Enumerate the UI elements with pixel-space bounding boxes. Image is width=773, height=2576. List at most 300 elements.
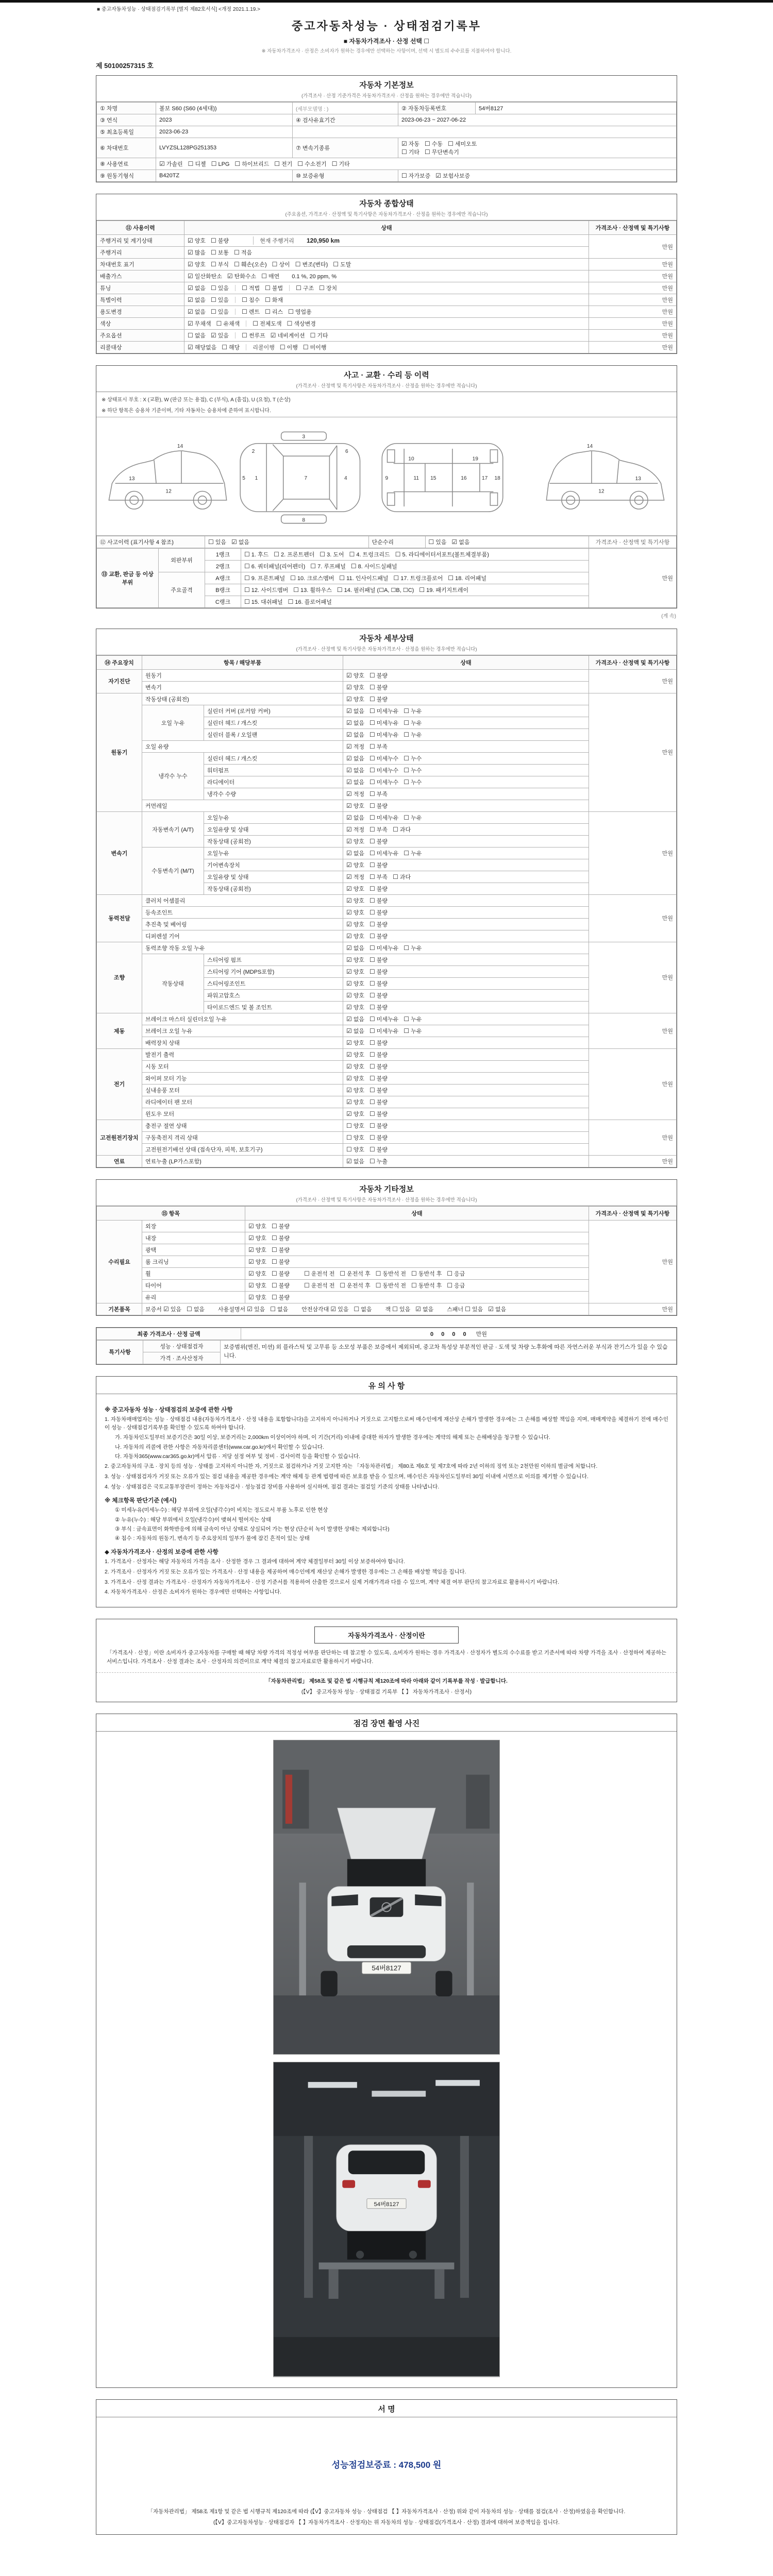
checkbox-option[interactable]: ☐ 7. 루프패널 [310, 562, 346, 570]
checkbox-option[interactable]: ☑ 양호 [248, 1258, 267, 1265]
checkbox-option[interactable]: ☑ 탄화수소 [227, 273, 257, 280]
checkbox-option[interactable]: ☐ 불량 [272, 1246, 290, 1253]
checkbox-icon[interactable]: ☐ [369, 1074, 375, 1082]
checkbox-option[interactable]: ☐ 불량 [369, 885, 388, 892]
checkbox-option[interactable]: ☑ 있음 [247, 1305, 265, 1313]
checkbox-icon[interactable]: ☐ [369, 861, 375, 869]
checkbox-icon[interactable]: ☐ [369, 968, 375, 975]
checkbox-icon[interactable]: ☐ [404, 1027, 410, 1035]
checkbox-option[interactable]: ☐ 있음 [428, 538, 447, 546]
checkbox-icon[interactable]: ☐ [303, 344, 309, 351]
checkbox-option[interactable]: ☑ 보험사보증 [435, 172, 470, 179]
checkbox-icon[interactable]: ☑ [188, 261, 193, 268]
checkbox-icon[interactable]: ☐ [320, 550, 326, 558]
checkbox-option[interactable]: ☑ 양호 [346, 1098, 365, 1106]
checkbox-option[interactable]: ☐ 훼손(오손) [234, 261, 267, 268]
checkbox-icon[interactable]: ☐ [242, 284, 247, 292]
checkbox-icon[interactable]: ☑ [346, 908, 352, 916]
checkbox-option[interactable]: ☐ 화재 [265, 296, 283, 303]
checkbox-icon[interactable]: ☐ [242, 308, 247, 315]
checkbox-icon[interactable]: ☐ [293, 586, 299, 594]
checkbox-option[interactable]: ☐ 누유 [404, 814, 422, 821]
checkbox-option[interactable]: ☑ 양호 [346, 979, 365, 987]
checkbox-option[interactable]: ☑ 양호 [346, 1039, 365, 1046]
checkbox-option[interactable]: ☐ 불량 [369, 1122, 388, 1129]
checkbox-icon[interactable]: ☑ [188, 284, 193, 292]
checkbox-icon[interactable]: ☐ [304, 1281, 310, 1289]
checkbox-option[interactable]: ☐ 불량 [369, 1145, 388, 1153]
checkbox-icon[interactable]: ☐ [369, 873, 375, 880]
checkbox-option[interactable]: ☐ 불량 [369, 837, 388, 845]
checkbox-icon[interactable]: ☑ [346, 683, 352, 691]
checkbox-icon[interactable]: ☐ [404, 766, 410, 774]
checkbox-icon[interactable]: ☐ [346, 1122, 352, 1129]
checkbox-option[interactable]: ☐ 16. 플로어패널 [288, 598, 332, 605]
checkbox-option[interactable]: ☐ 보통 [211, 249, 229, 256]
checkbox-icon[interactable]: ☑ [188, 320, 193, 327]
checkbox-option[interactable]: ☐ 디젤 [188, 160, 206, 167]
checkbox-option[interactable]: ☑ 없음 [488, 1305, 507, 1313]
checkbox-option[interactable]: ☑ 양호 [346, 695, 365, 703]
checkbox-icon[interactable]: ☐ [369, 802, 375, 809]
checkbox-option[interactable]: ☐ 불량 [272, 1281, 290, 1289]
checkbox-option[interactable]: ☐ 불량 [369, 979, 388, 987]
checkbox-option[interactable]: ☑ 없음 [346, 766, 365, 774]
checkbox-option[interactable]: ☐ 이행 [279, 344, 298, 351]
checkbox-icon[interactable]: ☐ [369, 1145, 375, 1153]
checkbox-icon[interactable]: ☑ [248, 1293, 254, 1301]
checkbox-icon[interactable]: ☑ [346, 731, 352, 738]
checkbox-option[interactable]: ☐ 부족 [369, 742, 388, 750]
checkbox-option[interactable]: ☑ 양호 [346, 920, 365, 928]
checkbox-option[interactable]: ☑ 없음 [346, 1157, 365, 1165]
checkbox-icon[interactable]: ☑ [211, 332, 216, 339]
checkbox-option[interactable]: ☑ 없음 [346, 1015, 365, 1023]
checkbox-icon[interactable]: ☐ [404, 707, 410, 715]
checkbox-icon[interactable]: ☑ [346, 1110, 352, 1117]
checkbox-option[interactable]: ☐ 10. 크로스멤버 [290, 574, 334, 582]
checkbox-icon[interactable]: ☑ [346, 825, 352, 833]
checkbox-option[interactable]: ☑ 양호 [346, 683, 365, 691]
checkbox-option[interactable]: ☑ 일산화탄소 [188, 273, 222, 280]
checkbox-option[interactable]: ☐ 불량 [211, 237, 229, 244]
checkbox-option[interactable]: ☐ 리스 [265, 308, 283, 315]
checkbox-icon[interactable]: ☑ [227, 273, 233, 280]
checkbox-icon[interactable]: ☐ [319, 284, 325, 292]
checkbox-icon[interactable]: ☑ [346, 920, 352, 928]
checkbox-icon[interactable]: ☐ [369, 932, 375, 940]
checkbox-icon[interactable]: ☑ [188, 249, 193, 256]
checkbox-option[interactable]: ☐ 불량 [272, 1258, 290, 1265]
checkbox-option[interactable]: ☐ 미세누유 [369, 1015, 399, 1023]
checkbox-option[interactable]: ☑ 양호 [346, 908, 365, 916]
checkbox-icon[interactable]: ☑ [346, 1062, 352, 1070]
checkbox-option[interactable]: ☐ 4. 트렁크리드 [349, 550, 390, 558]
checkbox-icon[interactable]: ☑ [346, 885, 352, 892]
checkbox-icon[interactable]: ☐ [369, 671, 375, 679]
checkbox-icon[interactable]: ☐ [242, 296, 247, 303]
checkbox-option[interactable]: ☐ 수소전기 [297, 160, 327, 167]
checkbox-icon[interactable]: ☐ [369, 956, 375, 963]
checkbox-icon[interactable]: ☐ [369, 1062, 375, 1070]
checkbox-icon[interactable]: ☐ [369, 1003, 375, 1011]
checkbox-icon[interactable]: ☑ [346, 1015, 352, 1023]
checkbox-option[interactable]: ☐ 운전석 후 [340, 1269, 371, 1277]
checkbox-option[interactable]: ☐ 불량 [369, 1039, 388, 1046]
checkbox-option[interactable]: ☐ 누유 [404, 944, 422, 952]
checkbox-option[interactable]: ☑ 양호 [346, 1003, 365, 1011]
checkbox-option[interactable]: ☐ 없음 [188, 332, 206, 339]
checkbox-icon[interactable]: ☑ [346, 849, 352, 857]
checkbox-option[interactable]: ☐ 미세누유 [369, 944, 399, 952]
checkbox-icon[interactable]: ☐ [401, 172, 407, 179]
checkbox-icon[interactable]: ☑ [401, 140, 407, 147]
checkbox-icon[interactable]: ☐ [295, 261, 301, 268]
checkbox-icon[interactable]: ☑ [346, 719, 352, 726]
checkbox-icon[interactable]: ☐ [369, 1122, 375, 1129]
checkbox-option[interactable]: ☑ 양호 [248, 1234, 267, 1242]
checkbox-option[interactable]: ☑ 양호 [248, 1246, 267, 1253]
checkbox-option[interactable]: ☐ 누수 [404, 778, 422, 786]
checkbox-option[interactable]: ☑ 양호 [248, 1293, 267, 1301]
checkbox-option[interactable]: ☑ 없음 [346, 754, 365, 762]
checkbox-icon[interactable]: ☑ [270, 332, 276, 339]
checkbox-option[interactable]: ☐ 미세누유 [369, 849, 399, 857]
checkbox-icon[interactable]: ☐ [369, 790, 375, 798]
checkbox-option[interactable]: ☐ 도말 [333, 261, 351, 268]
checkbox-icon[interactable]: ☐ [465, 1305, 470, 1313]
checkbox-icon[interactable]: ☐ [208, 538, 214, 546]
checkbox-option[interactable]: ☑ 적정 [346, 873, 365, 880]
checkbox-icon[interactable]: ☑ [346, 944, 352, 952]
checkbox-icon[interactable]: ☐ [272, 1258, 277, 1265]
checkbox-option[interactable]: ☑ 없음 [188, 284, 206, 292]
checkbox-option[interactable]: ☐ 불량 [369, 1098, 388, 1106]
checkbox-option[interactable]: ☐ 썬루프 [242, 332, 265, 339]
checkbox-option[interactable]: ☑ 양호 [346, 1050, 365, 1058]
checkbox-option[interactable]: ☑ 양호 [248, 1222, 267, 1230]
checkbox-option[interactable]: ☐ 8. 사이드실패널 [350, 562, 397, 570]
checkbox-option[interactable]: ☐ LPG [211, 160, 230, 167]
checkbox-icon[interactable]: ☐ [369, 1157, 375, 1165]
checkbox-icon[interactable]: ☐ [369, 742, 375, 750]
checkbox-option[interactable]: ☑ 없음 [346, 944, 365, 952]
checkbox-icon[interactable]: ☑ [247, 1305, 253, 1313]
checkbox-option[interactable]: ☑ 없음 [346, 731, 365, 738]
checkbox-icon[interactable]: ☑ [188, 344, 193, 351]
checkbox-option[interactable]: ☐ 불량 [369, 956, 388, 963]
checkbox-icon[interactable]: ☐ [401, 148, 407, 156]
checkbox-option[interactable]: ☐ 누수 [404, 754, 422, 762]
checkbox-option[interactable]: ☑ 없음 [231, 538, 250, 546]
checkbox-option[interactable]: ☐ 15. 대쉬패널 [244, 598, 283, 605]
checkbox-option[interactable]: ☐ 하이브리드 [234, 160, 270, 167]
checkbox-icon[interactable]: ☐ [369, 1098, 375, 1106]
checkbox-icon[interactable]: ☐ [404, 731, 410, 738]
checkbox-icon[interactable]: ☐ [211, 308, 216, 315]
checkbox-option[interactable]: ☑ 양호 [346, 896, 365, 904]
checkbox-option[interactable]: ☐ 부족 [369, 825, 388, 833]
checkbox-option[interactable]: ☐ 누유 [404, 731, 422, 738]
checkbox-icon[interactable]: ☑ [346, 790, 352, 798]
checkbox-icon[interactable]: ☑ [451, 538, 458, 546]
checkbox-icon[interactable]: ☐ [234, 249, 240, 256]
checkbox-option[interactable]: ☑ 있음 [163, 1305, 181, 1313]
checkbox-option[interactable]: ☐ 미세누유 [369, 814, 399, 821]
checkbox-icon[interactable]: ☐ [304, 1269, 310, 1277]
checkbox-icon[interactable]: ☑ [330, 1305, 337, 1313]
checkbox-icon[interactable]: ☐ [375, 1281, 381, 1289]
checkbox-option[interactable]: ☐ 과다 [393, 873, 411, 880]
checkbox-option[interactable]: ☐ 적법 [242, 284, 260, 292]
checkbox-icon[interactable]: ☐ [447, 1281, 453, 1289]
checkbox-icon[interactable]: ☐ [369, 778, 375, 786]
checkbox-icon[interactable]: ☑ [346, 932, 352, 940]
checkbox-icon[interactable]: ☑ [488, 1305, 494, 1313]
checkbox-icon[interactable]: ☐ [274, 550, 280, 558]
checkbox-option[interactable]: ☐ 응급 [447, 1281, 465, 1289]
checkbox-option[interactable]: ☑ 많음 [188, 249, 206, 256]
checkbox-option[interactable]: ☑ 있음 [211, 332, 229, 339]
checkbox-option[interactable]: ☐ 불량 [369, 695, 388, 703]
checkbox-icon[interactable]: ☑ [346, 1157, 352, 1165]
checkbox-option[interactable]: ☑ 없음 [451, 538, 470, 546]
checkbox-icon[interactable]: ☑ [248, 1269, 254, 1277]
checkbox-icon[interactable]: ☐ [369, 920, 375, 928]
checkbox-option[interactable]: ☐ 불량 [369, 908, 388, 916]
checkbox-icon[interactable]: ☐ [211, 296, 216, 303]
checkbox-option[interactable]: ☐ 있음 [208, 538, 227, 546]
checkbox-icon[interactable]: ☑ [163, 1305, 169, 1313]
checkbox-option[interactable]: ☐ 무단변속기 [425, 148, 459, 156]
checkbox-option[interactable]: ☑ 적정 [346, 742, 365, 750]
checkbox-icon[interactable]: ☑ [248, 1258, 254, 1265]
checkbox-option[interactable]: ☐ 누유 [404, 849, 422, 857]
checkbox-option[interactable]: ☐ 색상변경 [287, 320, 316, 327]
checkbox-option[interactable]: ☐ 없음 [270, 1305, 289, 1313]
checkbox-icon[interactable]: ☑ [248, 1234, 254, 1242]
checkbox-icon[interactable]: ☐ [369, 849, 375, 857]
checkbox-option[interactable]: ☐ 양호 [346, 1122, 365, 1129]
checkbox-option[interactable]: ☐ 5. 라디에이터서포트(볼트체결부품) [395, 550, 489, 558]
checkbox-option[interactable]: ☐ 미세누수 [369, 766, 399, 774]
checkbox-icon[interactable]: ☐ [244, 562, 250, 570]
checkbox-option[interactable]: ☐ 부식 [211, 261, 229, 268]
checkbox-option[interactable]: ☑ 양호 [346, 861, 365, 869]
checkbox-option[interactable]: ☐ 불량 [369, 802, 388, 809]
checkbox-icon[interactable]: ☐ [234, 261, 240, 268]
checkbox-icon[interactable]: ☐ [369, 707, 375, 715]
checkbox-option[interactable]: ☐ 있음 [211, 284, 229, 292]
checkbox-option[interactable]: ☑ 해당없음 [188, 344, 217, 351]
checkbox-icon[interactable]: ☐ [447, 1269, 453, 1277]
checkbox-option[interactable]: ☐ 운전석 전 [304, 1281, 335, 1289]
checkbox-option[interactable]: ☑ 양호 [188, 237, 206, 244]
checkbox-icon[interactable]: ☑ [346, 991, 352, 999]
checkbox-option[interactable]: ☐ 미세누수 [369, 754, 399, 762]
checkbox-icon[interactable]: ☐ [428, 538, 434, 546]
checkbox-icon[interactable]: ☐ [272, 1246, 277, 1253]
checkbox-option[interactable]: ☐ 있음 [465, 1305, 483, 1313]
checkbox-icon[interactable]: ☑ [346, 742, 352, 750]
signature-area[interactable] [96, 2417, 677, 2505]
checkbox-icon[interactable]: ☑ [346, 695, 352, 703]
checkbox-option[interactable]: ☐ 누유 [404, 1027, 422, 1035]
checkbox-icon[interactable]: ☐ [186, 1305, 192, 1313]
checkbox-icon[interactable]: ☐ [340, 1281, 346, 1289]
checkbox-icon[interactable]: ☐ [265, 308, 271, 315]
checkbox-option[interactable]: ☐ 있음 [211, 296, 229, 303]
checkbox-icon[interactable]: ☐ [211, 261, 216, 268]
checkbox-icon[interactable]: ☐ [337, 586, 343, 594]
checkbox-option[interactable]: ☐ 불량 [369, 1074, 388, 1082]
checkbox-option[interactable]: ☐ 19. 패키지트레이 [419, 586, 469, 594]
checkbox-option[interactable]: ☐ 1. 후드 [244, 550, 269, 558]
checkbox-icon[interactable]: ☐ [272, 1281, 277, 1289]
checkbox-icon[interactable]: ☐ [404, 754, 410, 762]
checkbox-option[interactable]: ☐ 렌트 [242, 308, 260, 315]
checkbox-option[interactable]: ☑ 양호 [188, 261, 206, 268]
checkbox-icon[interactable]: ☑ [346, 896, 352, 904]
checkbox-option[interactable]: ☑ 적정 [346, 790, 365, 798]
checkbox-icon[interactable]: ☐ [297, 160, 304, 167]
checkbox-icon[interactable]: ☐ [261, 273, 267, 280]
checkbox-option[interactable]: ☐ 불량 [369, 1086, 388, 1094]
checkbox-option[interactable]: ☐ 불량 [369, 920, 388, 928]
checkbox-option[interactable]: ☑ 없음 [188, 296, 206, 303]
checkbox-option[interactable]: ☐ 기타 [310, 332, 328, 339]
checkbox-icon[interactable]: ☐ [404, 1015, 410, 1023]
checkbox-icon[interactable]: ☐ [265, 284, 271, 292]
checkbox-icon[interactable]: ☐ [272, 1269, 277, 1277]
checkbox-icon[interactable]: ☐ [339, 574, 345, 582]
checkbox-icon[interactable]: ☐ [404, 944, 410, 952]
checkbox-icon[interactable]: ☐ [188, 160, 194, 167]
checkbox-option[interactable]: ☑ 양호 [346, 968, 365, 975]
checkbox-option[interactable]: ☐ 미이행 [303, 344, 327, 351]
checkbox-option[interactable]: ☐ 동반석 전 [375, 1269, 407, 1277]
checkbox-option[interactable]: ☐ 불법 [265, 284, 283, 292]
checkbox-icon[interactable]: ☐ [369, 814, 375, 821]
checkbox-icon[interactable]: ☑ [435, 172, 442, 179]
checkbox-icon[interactable]: ☑ [346, 956, 352, 963]
checkbox-icon[interactable]: ☐ [244, 586, 250, 594]
checkbox-icon[interactable]: ☐ [369, 991, 375, 999]
checkbox-option[interactable]: ☐ 영업용 [288, 308, 312, 315]
checkbox-icon[interactable]: ☐ [253, 320, 259, 327]
checkbox-icon[interactable]: ☐ [265, 296, 271, 303]
checkbox-icon[interactable]: ☑ [248, 1281, 254, 1289]
checkbox-icon[interactable]: ☑ [159, 160, 165, 167]
checkbox-icon[interactable]: ☐ [216, 320, 222, 327]
checkbox-icon[interactable]: ☐ [369, 683, 375, 691]
checkbox-icon[interactable]: ☐ [346, 1133, 352, 1141]
checkbox-icon[interactable]: ☐ [222, 344, 228, 351]
checkbox-option[interactable]: ☑ 양호 [346, 1086, 365, 1094]
checkbox-option[interactable]: ☐ 불량 [369, 991, 388, 999]
checkbox-icon[interactable]: ☑ [346, 861, 352, 869]
checkbox-icon[interactable]: ☑ [346, 754, 352, 762]
checkbox-icon[interactable]: ☐ [369, 944, 375, 952]
checkbox-option[interactable]: ☐ 미세누유 [369, 719, 399, 726]
checkbox-icon[interactable]: ☐ [274, 160, 280, 167]
checkbox-icon[interactable]: ☐ [369, 908, 375, 916]
checkbox-option[interactable]: ☐ 양호 [346, 1145, 365, 1153]
checkbox-icon[interactable]: ☐ [354, 1305, 360, 1313]
checkbox-icon[interactable]: ☑ [346, 1003, 352, 1011]
checkbox-icon[interactable]: ☐ [404, 814, 410, 821]
checkbox-icon[interactable]: ☐ [288, 308, 294, 315]
checkbox-icon[interactable]: ☑ [346, 778, 352, 786]
checkbox-option[interactable]: ☐ 기타 [401, 148, 420, 156]
checkbox-option[interactable]: ☐ 불량 [369, 896, 388, 904]
checkbox-option[interactable]: ☐ 전기 [274, 160, 293, 167]
checkbox-option[interactable]: ☐ 불량 [272, 1222, 290, 1230]
checkbox-icon[interactable]: ☑ [346, 837, 352, 845]
checkbox-option[interactable]: ☐ 구조 [296, 284, 314, 292]
checkbox-option[interactable]: ☑ 가솔린 [159, 160, 183, 167]
checkbox-option[interactable]: ☑ 없음 [346, 707, 365, 715]
checkbox-option[interactable]: ☐ 부족 [369, 873, 388, 880]
checkbox-icon[interactable]: ☑ [248, 1246, 254, 1253]
checkbox-icon[interactable]: ☐ [393, 574, 399, 582]
checkbox-icon[interactable]: ☐ [369, 1027, 375, 1035]
checkbox-icon[interactable]: ☐ [419, 586, 425, 594]
checkbox-option[interactable]: ☑ 네비게이션 [270, 332, 305, 339]
checkbox-option[interactable]: ☐ 3. 도어 [320, 550, 344, 558]
checkbox-option[interactable]: ☐ 불량 [369, 1110, 388, 1117]
checkbox-icon[interactable]: ☐ [369, 719, 375, 726]
checkbox-option[interactable]: ☑ 없음 [346, 1027, 365, 1035]
checkbox-icon[interactable]: ☐ [369, 825, 375, 833]
checkbox-option[interactable]: ☐ 있음 [211, 308, 229, 315]
checkbox-icon[interactable]: ☐ [395, 550, 401, 558]
checkbox-icon[interactable]: ☐ [393, 825, 398, 833]
checkbox-option[interactable]: ☐ 동반석 후 [411, 1281, 442, 1289]
checkbox-icon[interactable]: ☐ [349, 550, 355, 558]
checkbox-icon[interactable]: ☑ [188, 308, 193, 315]
checkbox-option[interactable]: ☐ 불량 [369, 1133, 388, 1141]
checkbox-option[interactable]: ☐ 불량 [369, 932, 388, 940]
checkbox-icon[interactable]: ☐ [369, 1015, 375, 1023]
checkbox-icon[interactable]: ☑ [188, 273, 193, 280]
checkbox-option[interactable]: ☑ 없음 [415, 1305, 434, 1313]
checkbox-icon[interactable]: ☑ [346, 1050, 352, 1058]
checkbox-icon[interactable]: ☐ [411, 1269, 417, 1277]
checkbox-icon[interactable]: ☐ [296, 284, 301, 292]
checkbox-icon[interactable]: ☑ [188, 296, 193, 303]
checkbox-option[interactable]: ☑ 없음 [346, 814, 365, 821]
checkbox-option[interactable]: ☐ 운전석 전 [304, 1269, 335, 1277]
checkbox-icon[interactable]: ☐ [272, 1222, 277, 1230]
checkbox-icon[interactable]: ☐ [188, 332, 193, 339]
checkbox-icon[interactable]: ☐ [244, 574, 250, 582]
checkbox-option[interactable]: ☐ 변조(변타) [295, 261, 328, 268]
checkbox-option[interactable]: ☑ 없음 [346, 849, 365, 857]
checkbox-icon[interactable]: ☐ [272, 1234, 277, 1242]
checkbox-option[interactable]: ☐ 불량 [369, 1062, 388, 1070]
checkbox-option[interactable]: ☐ 불량 [272, 1293, 290, 1301]
checkbox-option[interactable]: ☑ 양호 [346, 671, 365, 679]
checkbox-option[interactable]: ☐ 수동 [425, 140, 443, 147]
checkbox-icon[interactable]: ☑ [346, 873, 352, 880]
checkbox-icon[interactable]: ☐ [369, 695, 375, 703]
checkbox-option[interactable]: ☐ 없음 [186, 1305, 205, 1313]
checkbox-option[interactable]: ☑ 양호 [346, 932, 365, 940]
checkbox-icon[interactable]: ☐ [288, 598, 294, 605]
checkbox-icon[interactable]: ☐ [404, 778, 410, 786]
checkbox-icon[interactable]: ☐ [290, 574, 296, 582]
